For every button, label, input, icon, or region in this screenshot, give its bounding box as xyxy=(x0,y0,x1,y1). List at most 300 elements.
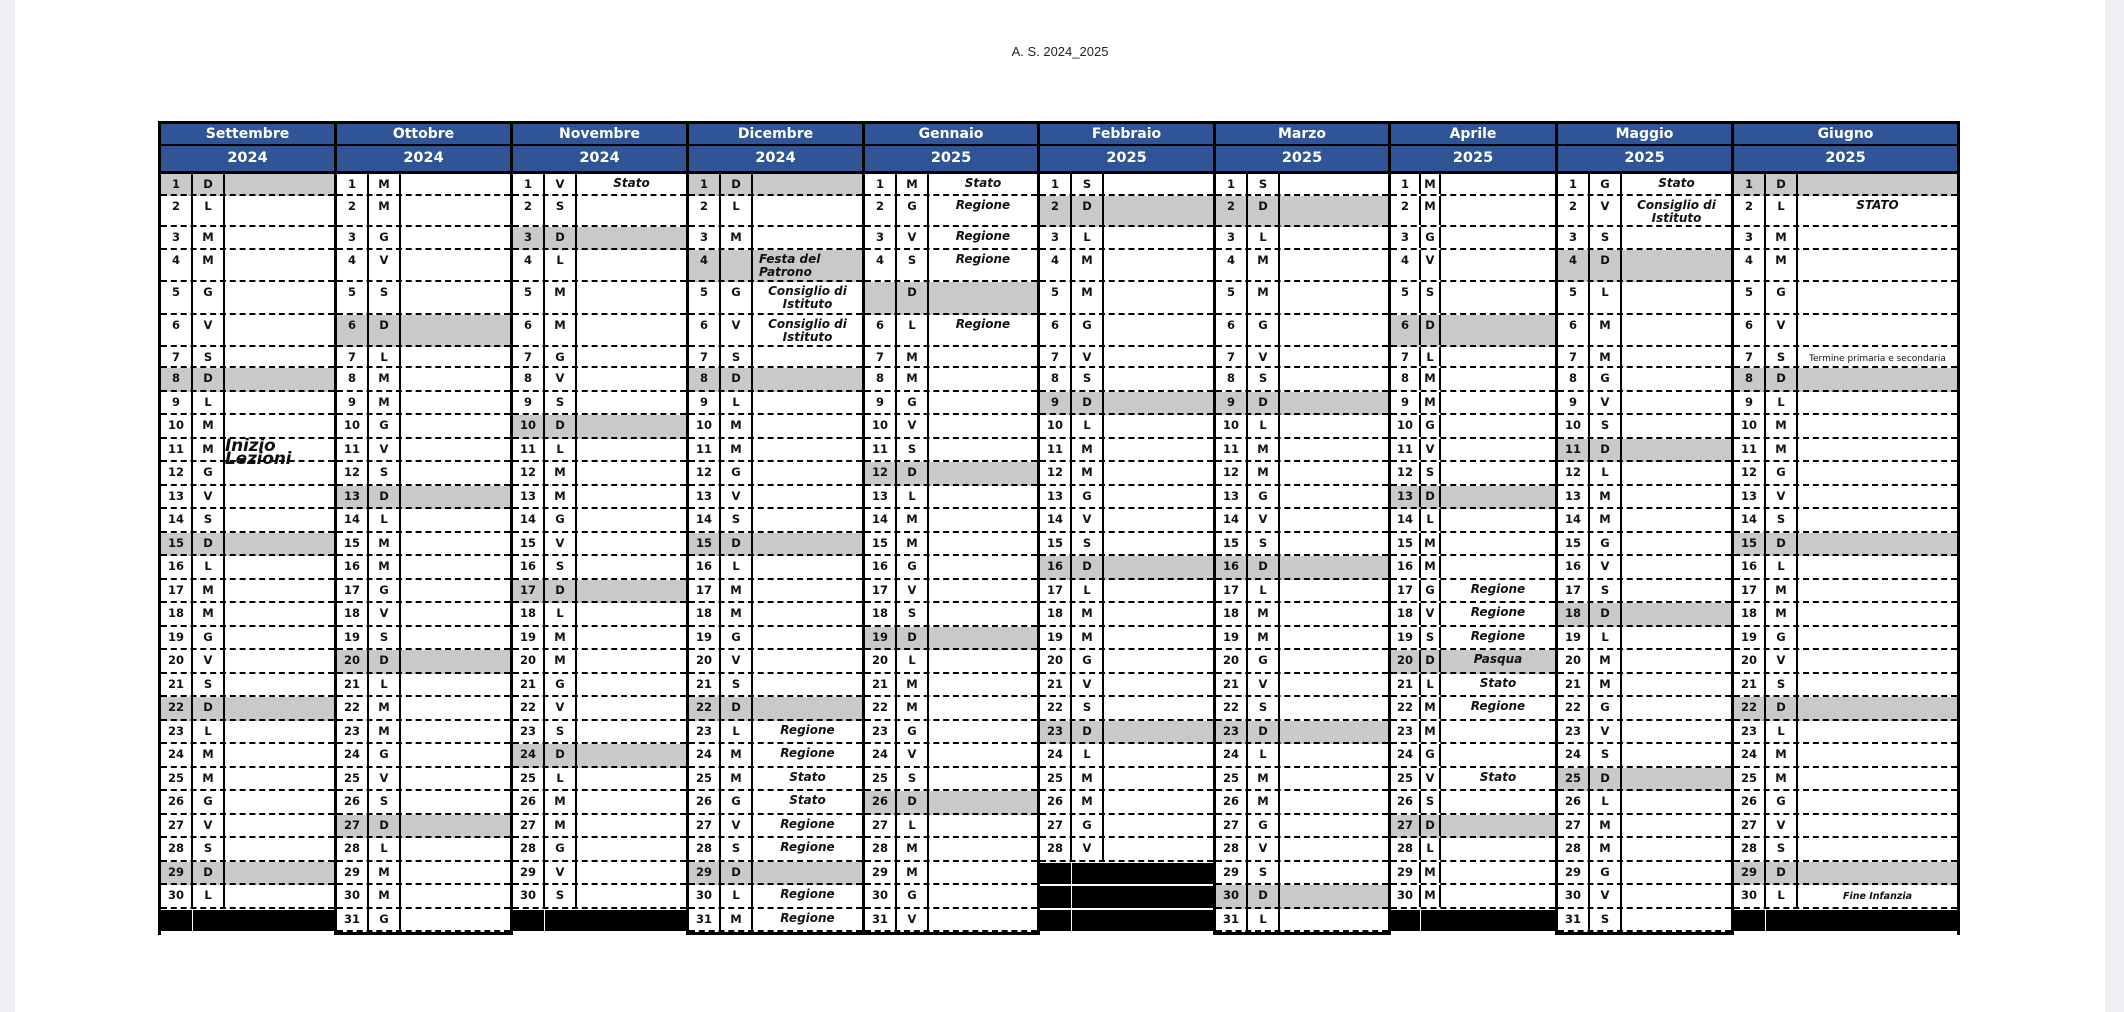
day-number: 27 xyxy=(1558,815,1590,837)
day-note xyxy=(1104,697,1213,719)
day-number: 12 xyxy=(161,462,193,484)
day-row xyxy=(161,603,334,627)
day-number: 27 xyxy=(513,815,545,837)
day-row xyxy=(161,721,334,745)
day-number: 18 xyxy=(1734,603,1766,625)
weekday-letter: M xyxy=(193,227,225,248)
weekday-letter: L xyxy=(1421,674,1441,696)
day-row xyxy=(161,462,334,486)
day-note xyxy=(929,533,1037,555)
day-row xyxy=(1734,721,1957,745)
day-note: Regione xyxy=(780,816,835,831)
day-note xyxy=(577,862,686,884)
day-note: Stato xyxy=(1479,769,1517,784)
day-row xyxy=(865,862,1037,886)
day-row xyxy=(689,791,862,815)
day-number: 16 xyxy=(1216,556,1248,578)
day-number: 21 xyxy=(1216,674,1248,696)
weekday-letter: D xyxy=(369,315,401,345)
day-note: Regione xyxy=(1470,628,1526,643)
day-number: 13 xyxy=(161,486,193,508)
day-row xyxy=(689,415,862,439)
day-note xyxy=(753,227,862,248)
weekday-letter: L xyxy=(1072,227,1104,248)
day-number: 15 xyxy=(1734,533,1766,555)
day-row xyxy=(1734,603,1957,627)
weekday-letter: D xyxy=(1590,603,1622,625)
month-name: Maggio xyxy=(1558,121,1731,146)
month-year: 2025 xyxy=(1216,146,1388,174)
day-note xyxy=(225,768,334,790)
day-note xyxy=(1798,556,1957,578)
blank-day-row xyxy=(1040,886,1213,908)
day-row xyxy=(1216,439,1388,463)
day-row xyxy=(1040,462,1213,486)
day-number: 28 xyxy=(865,838,897,860)
day-note: Pasqua xyxy=(1473,652,1523,666)
day-row xyxy=(337,768,510,792)
month-name: Ottobre xyxy=(337,121,510,146)
weekday-letter: L xyxy=(721,196,753,225)
weekday-letter: L xyxy=(721,885,753,907)
day-number: 7 xyxy=(161,347,193,366)
month-bottom-border xyxy=(865,932,1037,935)
day-note xyxy=(225,838,334,860)
day-number: 25 xyxy=(865,768,897,790)
day-note xyxy=(1280,815,1388,837)
day-row xyxy=(337,368,510,392)
day-row xyxy=(865,509,1037,533)
weekday-letter: L xyxy=(1248,744,1280,766)
day-row xyxy=(1040,791,1213,815)
day-row xyxy=(513,862,686,886)
weekday-letter: D xyxy=(1421,650,1441,672)
day-row xyxy=(337,315,510,347)
month-column-giugno xyxy=(1731,121,1960,935)
day-number: 11 xyxy=(1391,439,1421,461)
weekday-letter: G xyxy=(1766,282,1798,313)
day-note xyxy=(1622,885,1731,907)
day-note xyxy=(1104,347,1213,366)
weekday-letter: V xyxy=(721,486,753,508)
weekday-letter: D xyxy=(1248,556,1280,578)
weekday-letter: S xyxy=(897,603,929,625)
day-note xyxy=(1280,744,1388,766)
day-number: 22 xyxy=(1040,697,1072,719)
day-row xyxy=(1391,486,1555,510)
day-number: 16 xyxy=(1391,556,1421,578)
day-row xyxy=(865,533,1037,557)
day-number: 23 xyxy=(1734,721,1766,743)
day-number: 16 xyxy=(1734,556,1766,578)
day-note xyxy=(1798,603,1957,625)
day-note xyxy=(1280,368,1388,390)
weekday-letter: S xyxy=(1421,791,1441,813)
day-note xyxy=(1798,627,1957,649)
day-number: 22 xyxy=(1734,697,1766,719)
day-note xyxy=(753,627,862,649)
day-row xyxy=(689,196,862,227)
day-note xyxy=(1622,439,1731,461)
day-note xyxy=(1280,627,1388,649)
weekday-letter: D xyxy=(1590,250,1622,280)
day-row xyxy=(1734,627,1957,651)
day-note xyxy=(1622,674,1731,696)
day-number: 3 xyxy=(689,227,721,248)
weekday-letter: G xyxy=(1421,415,1441,437)
day-note xyxy=(401,627,510,649)
day-row xyxy=(1391,556,1555,580)
day-number: 21 xyxy=(1558,674,1590,696)
day-number: 14 xyxy=(513,509,545,531)
day-number: 30 xyxy=(865,885,897,907)
day-note xyxy=(225,815,334,837)
weekday-letter: D xyxy=(1766,533,1798,555)
day-note xyxy=(1622,347,1731,366)
day-number: 5 xyxy=(1216,282,1248,313)
day-note xyxy=(1280,885,1388,907)
weekday-letter: S xyxy=(1248,533,1280,555)
day-note xyxy=(401,439,510,461)
day-note xyxy=(1104,368,1213,390)
weekday-letter: G xyxy=(1590,368,1622,390)
blank-day-row xyxy=(1391,910,1555,932)
weekday-letter: M xyxy=(721,580,753,602)
day-number: 24 xyxy=(1040,744,1072,766)
weekday-letter: L xyxy=(193,556,225,578)
day-note xyxy=(1104,721,1213,743)
weekday-letter: V xyxy=(1072,347,1104,366)
weekday-letter: M xyxy=(1248,627,1280,649)
day-number: 23 xyxy=(1040,721,1072,743)
day-note: Termine primaria e secondaria xyxy=(1809,354,1946,364)
day-note xyxy=(929,415,1037,437)
weekday-letter: S xyxy=(1421,282,1441,313)
day-number: 20 xyxy=(865,650,897,672)
day-number: 17 xyxy=(161,580,193,602)
weekday-letter: S xyxy=(369,282,401,313)
weekday-letter: M xyxy=(1766,768,1798,790)
day-number: 22 xyxy=(1558,697,1590,719)
day-note xyxy=(753,580,862,602)
day-number: 7 xyxy=(1734,347,1766,366)
day-number: 6 xyxy=(337,315,369,345)
day-note xyxy=(1622,533,1731,555)
day-row xyxy=(337,347,510,368)
day-number: 26 xyxy=(1734,791,1766,813)
day-row xyxy=(161,674,334,698)
day-number: 22 xyxy=(513,697,545,719)
day-note xyxy=(1798,533,1957,555)
month-name: Novembre xyxy=(513,121,686,146)
day-number: 31 xyxy=(689,909,721,931)
day-note xyxy=(1104,603,1213,625)
day-number: 29 xyxy=(337,862,369,884)
weekday-letter: S xyxy=(369,791,401,813)
day-note xyxy=(1280,580,1388,602)
day-note xyxy=(225,697,334,719)
day-row xyxy=(337,744,510,768)
day-note xyxy=(1798,721,1957,743)
day-number: 14 xyxy=(1040,509,1072,531)
day-row xyxy=(1734,227,1957,250)
weekday-letter: G xyxy=(545,674,577,696)
day-number: 1 xyxy=(513,174,545,194)
day-note xyxy=(1280,174,1388,194)
day-row xyxy=(1040,650,1213,674)
day-note: Festa del Patrono xyxy=(759,252,821,279)
day-row xyxy=(513,533,686,557)
day-note xyxy=(577,580,686,602)
day-note xyxy=(1104,768,1213,790)
day-row xyxy=(1216,533,1388,557)
weekday-letter: V xyxy=(1072,838,1104,860)
day-note xyxy=(929,791,1037,813)
day-number: 20 xyxy=(1391,650,1421,672)
weekday-letter: M xyxy=(545,315,577,345)
day-row xyxy=(513,439,686,463)
day-row xyxy=(865,885,1037,909)
day-row xyxy=(161,744,334,768)
day-note xyxy=(577,533,686,555)
weekday-letter: D xyxy=(1072,721,1104,743)
day-number: 17 xyxy=(1391,580,1421,602)
month-column-novembre xyxy=(510,121,686,935)
day-row xyxy=(1558,674,1731,698)
weekday-letter: M xyxy=(369,862,401,884)
day-note xyxy=(1798,368,1957,390)
day-row xyxy=(1216,721,1388,745)
day-row xyxy=(1734,509,1957,533)
day-row xyxy=(689,282,862,315)
day-number: 2 xyxy=(1391,196,1421,225)
day-row xyxy=(865,721,1037,745)
day-number: 9 xyxy=(337,392,369,414)
day-number: 28 xyxy=(161,838,193,860)
blank-day-row xyxy=(1040,910,1213,932)
day-note xyxy=(225,556,334,578)
weekday-letter: G xyxy=(545,838,577,860)
day-number: 27 xyxy=(689,815,721,837)
day-row xyxy=(689,315,862,347)
day-note: Stato xyxy=(1479,675,1517,690)
weekday-letter: S xyxy=(1590,227,1622,248)
day-number: 22 xyxy=(865,697,897,719)
month-bottom-border xyxy=(1216,932,1388,935)
day-note xyxy=(1798,439,1957,461)
day-row xyxy=(865,415,1037,439)
day-note xyxy=(1622,815,1731,837)
day-note xyxy=(1798,250,1957,280)
day-number: 10 xyxy=(1734,415,1766,437)
day-number: 15 xyxy=(865,533,897,555)
day-number: 27 xyxy=(337,815,369,837)
day-number: 4 xyxy=(513,250,545,280)
weekday-letter: S xyxy=(1766,838,1798,860)
day-note xyxy=(1622,650,1731,672)
day-note xyxy=(1104,486,1213,508)
day-row xyxy=(337,697,510,721)
day-note xyxy=(1280,838,1388,860)
day-note xyxy=(1441,556,1555,578)
day-row xyxy=(1391,509,1555,533)
day-row xyxy=(689,744,862,768)
weekday-letter: M xyxy=(369,174,401,194)
day-number: 4 xyxy=(161,250,193,280)
day-row xyxy=(1216,415,1388,439)
day-note: Stato xyxy=(789,793,826,807)
day-row xyxy=(161,196,334,227)
day-number: 4 xyxy=(865,250,897,280)
day-row xyxy=(1040,227,1213,250)
day-number: 17 xyxy=(865,580,897,602)
day-number: 1 xyxy=(337,174,369,194)
day-row xyxy=(1734,282,1957,315)
weekday-letter: G xyxy=(1590,697,1622,719)
day-row xyxy=(1391,347,1555,368)
day-row xyxy=(1558,196,1731,227)
weekday-letter: L xyxy=(1248,227,1280,248)
weekday-letter: M xyxy=(1248,768,1280,790)
month-bottom-border xyxy=(337,932,510,935)
day-note xyxy=(1280,415,1388,437)
day-note xyxy=(1280,909,1388,931)
day-row xyxy=(865,815,1037,839)
weekday-letter: V xyxy=(1590,392,1622,414)
weekday-letter: D xyxy=(1248,721,1280,743)
weekday-letter: G xyxy=(1421,580,1441,602)
day-row xyxy=(1040,838,1213,862)
day-note xyxy=(225,250,334,280)
day-number: 3 xyxy=(865,227,897,248)
day-note xyxy=(1104,196,1213,225)
day-number: 11 xyxy=(161,439,193,461)
day-note xyxy=(225,885,334,907)
weekday-letter: V xyxy=(1590,721,1622,743)
weekday-letter: V xyxy=(545,174,577,194)
weekday-letter: L xyxy=(897,815,929,837)
day-number: 1 xyxy=(1391,174,1421,194)
month-column-febbraio xyxy=(1037,121,1213,935)
weekday-letter: M xyxy=(1421,862,1441,884)
day-row xyxy=(513,250,686,282)
day-number: 16 xyxy=(689,556,721,578)
day-row xyxy=(161,768,334,792)
month-bottom-border xyxy=(1558,932,1731,935)
day-note xyxy=(1280,282,1388,313)
day-note xyxy=(929,556,1037,578)
day-note xyxy=(1280,462,1388,484)
day-row xyxy=(1558,791,1731,815)
day-number: 12 xyxy=(513,462,545,484)
day-note: Regione xyxy=(780,722,835,737)
day-note xyxy=(225,196,334,225)
day-note xyxy=(1104,838,1213,860)
day-number: 18 xyxy=(1216,603,1248,625)
weekday-letter: V xyxy=(1590,556,1622,578)
weekday-letter: S xyxy=(545,196,577,225)
day-number: 30 xyxy=(1391,885,1421,907)
day-note xyxy=(1798,315,1957,345)
day-note xyxy=(1798,392,1957,414)
day-row xyxy=(161,435,334,469)
day-number: 2 xyxy=(513,196,545,225)
day-note xyxy=(1622,768,1731,790)
weekday-letter: V xyxy=(193,486,225,508)
weekday-letter: M xyxy=(369,533,401,555)
day-number: 15 xyxy=(1040,533,1072,555)
weekday-letter: M xyxy=(369,697,401,719)
day-note xyxy=(1622,227,1731,248)
weekday-letter: M xyxy=(1072,603,1104,625)
day-note xyxy=(577,347,686,366)
day-note xyxy=(577,627,686,649)
day-row xyxy=(513,196,686,227)
day-number: 5 xyxy=(1734,282,1766,313)
day-row xyxy=(865,697,1037,721)
day-number: 9 xyxy=(1216,392,1248,414)
weekday-letter: G xyxy=(897,392,929,414)
month-year: 2025 xyxy=(1558,146,1731,174)
weekday-letter: M xyxy=(1766,603,1798,625)
day-row xyxy=(1734,533,1957,557)
weekday-letter: G xyxy=(1590,174,1622,194)
day-note xyxy=(1280,768,1388,790)
day-row xyxy=(513,697,686,721)
day-note xyxy=(1622,909,1731,931)
weekday-letter: D xyxy=(1072,196,1104,225)
day-number: 26 xyxy=(865,791,897,813)
day-note xyxy=(1280,791,1388,813)
day-note xyxy=(1441,250,1555,280)
day-number: 19 xyxy=(161,627,193,649)
weekday-letter: V xyxy=(721,650,753,672)
weekday-letter: V xyxy=(1421,250,1441,280)
day-row xyxy=(1558,627,1731,651)
day-row xyxy=(1734,791,1957,815)
day-note: Regione xyxy=(955,252,1011,266)
weekday-letter: L xyxy=(721,721,753,743)
day-note xyxy=(1798,674,1957,696)
weekday-letter: L xyxy=(1590,627,1622,649)
day-row xyxy=(513,791,686,815)
day-number: 10 xyxy=(865,415,897,437)
day-note xyxy=(577,315,686,345)
day-number: 14 xyxy=(1558,509,1590,531)
day-row xyxy=(1216,556,1388,580)
day-number: 20 xyxy=(513,650,545,672)
day-number: 14 xyxy=(865,509,897,531)
day-number: 9 xyxy=(865,392,897,414)
weekday-letter: L xyxy=(1590,282,1622,313)
day-number: 21 xyxy=(1040,674,1072,696)
day-number: 26 xyxy=(689,791,721,813)
day-note xyxy=(577,603,686,625)
day-number: 31 xyxy=(1558,909,1590,931)
weekday-letter: G xyxy=(369,744,401,766)
weekday-letter: D xyxy=(193,533,225,555)
day-number: 9 xyxy=(1040,392,1072,414)
day-row xyxy=(513,768,686,792)
day-note xyxy=(1104,556,1213,578)
day-row xyxy=(1040,744,1213,768)
day-number: 5 xyxy=(1558,282,1590,313)
day-row xyxy=(1734,556,1957,580)
weekday-letter: G xyxy=(369,909,401,931)
day-note xyxy=(401,227,510,248)
weekday-letter: S xyxy=(1766,674,1798,696)
weekday-letter: V xyxy=(545,533,577,555)
